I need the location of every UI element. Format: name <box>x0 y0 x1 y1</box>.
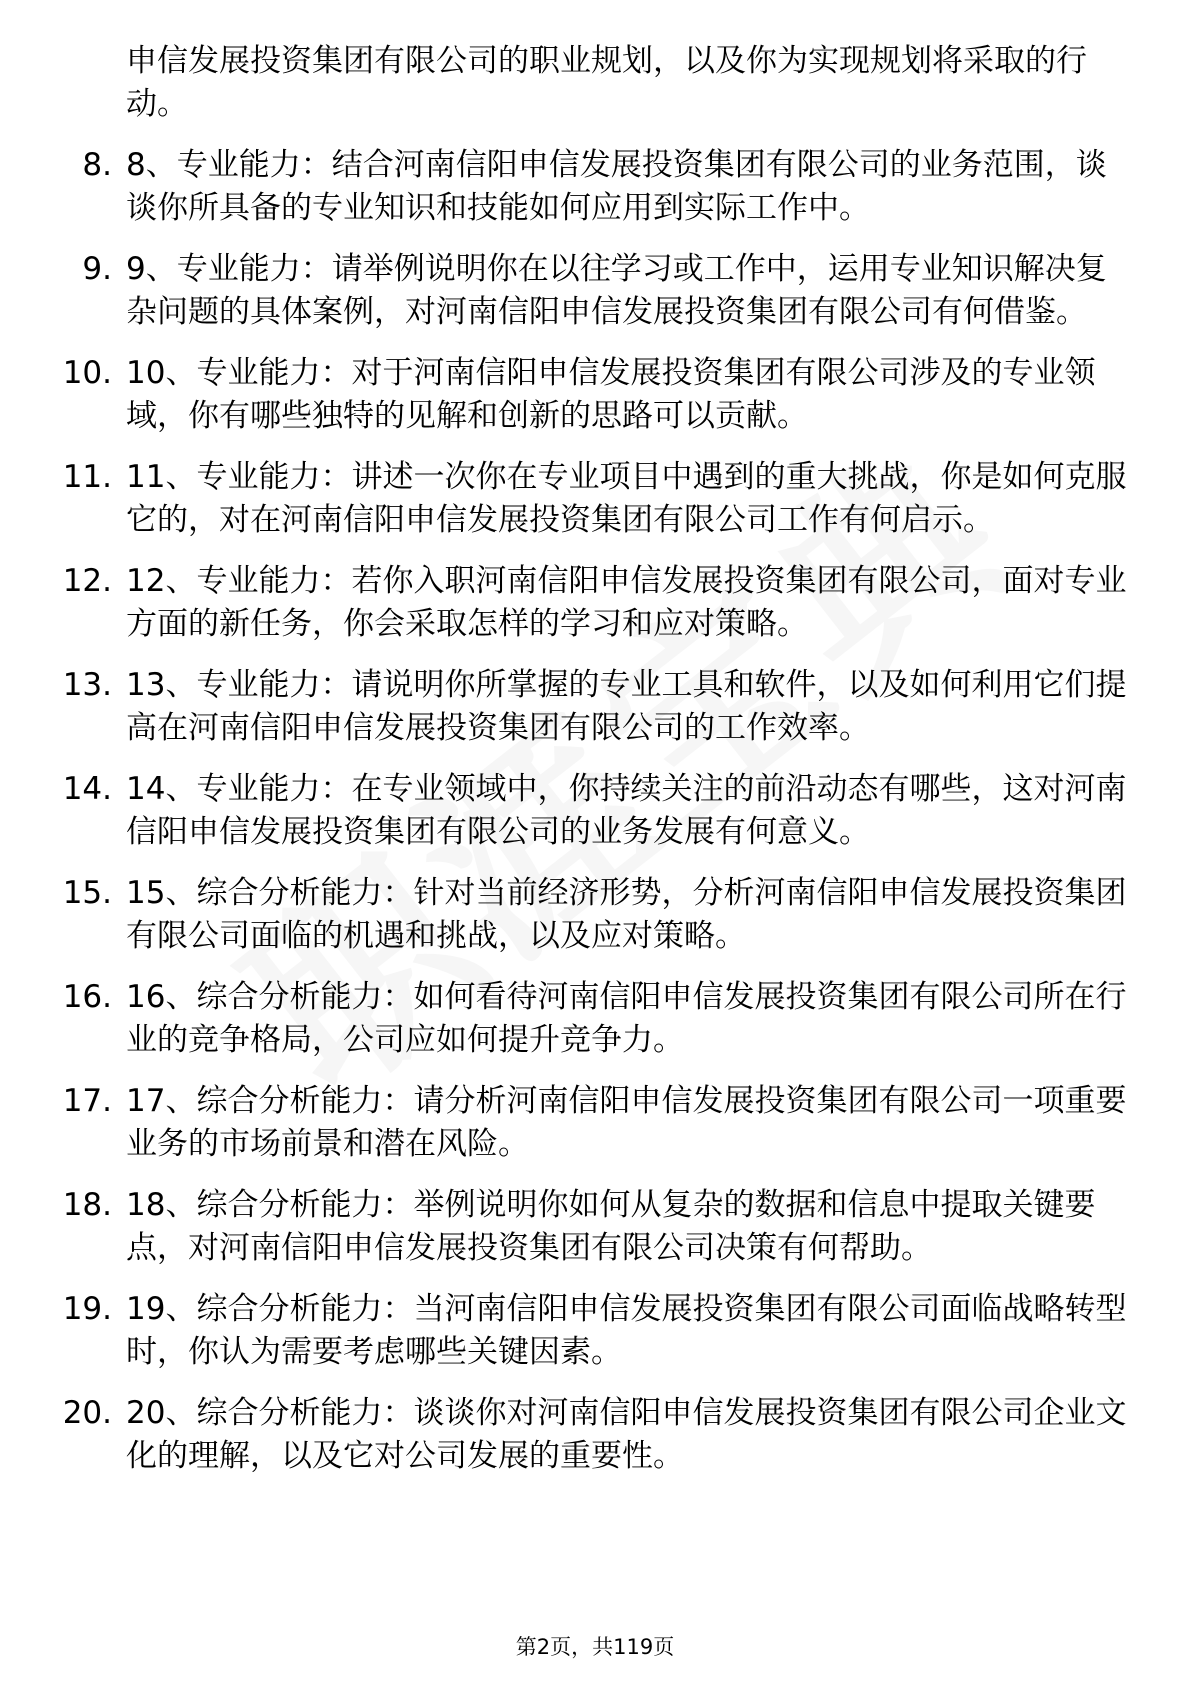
item-number: 17. <box>62 1083 112 1119</box>
list-item <box>0 664 1190 750</box>
list-item <box>0 144 1190 230</box>
list-item <box>0 352 1190 438</box>
item-number: 14. <box>62 771 112 807</box>
continued-paragraph: 申信发展投资集团有限公司的职业规划，以及你为实现规划将采取的行动。 <box>126 43 1087 122</box>
list-item <box>0 248 1190 334</box>
item-text: 16、综合分析能力：如何看待河南信阳申信发展投资集团有限公司所在行业的竞争格局，公司应如何提升竞争力。 <box>126 979 1127 1058</box>
item-text: 9、专业能力：请举例说明你在以往学习或工作中，运用专业知识解决复杂问题的具体案例，对河南信阳申信发展投资集团有限公司有何借鉴。 <box>126 251 1107 330</box>
item-number: 11. <box>62 459 112 495</box>
list-item <box>0 1080 1190 1166</box>
list-item <box>0 872 1190 958</box>
list-item <box>0 1392 1190 1478</box>
item-text: 11、专业能力：讲述一次你在专业项目中遇到的重大挑战，你是如何克服它的，对在河南信阳申信发展投资集团有限公司工作有何启示。 <box>126 459 1127 538</box>
item-number: 8. <box>82 147 112 183</box>
item-number: 20. <box>62 1395 112 1431</box>
item-text: 13、专业能力：请说明你所掌握的专业工具和软件，以及如何利用它们提高在河南信阳申信发展投资集团有限公司的工作效率。 <box>126 667 1127 746</box>
item-number: 13. <box>62 667 112 703</box>
item-text: 8、专业能力：结合河南信阳申信发展投资集团有限公司的业务范围，谈谈你所具备的专业知识和技能如何应用到实际工作中。 <box>126 147 1107 226</box>
item-text: 18、综合分析能力：举例说明你如何从复杂的数据和信息中提取关键要点，对河南信阳申信发展投资集团有限公司决策有何帮助。 <box>126 1187 1096 1266</box>
list-item <box>0 456 1190 542</box>
list-item <box>0 1184 1190 1270</box>
item-text: 10、专业能力：对于河南信阳申信发展投资集团有限公司涉及的专业领域，你有哪些独特的见解和创新的思路可以贡献。 <box>126 355 1096 434</box>
item-number: 19. <box>62 1291 112 1327</box>
item-number: 9. <box>82 251 112 287</box>
list-item <box>0 768 1190 854</box>
item-text: 15、综合分析能力：针对当前经济形势，分析河南信阳申信发展投资集团有限公司面临的机遇和挑战，以及应对策略。 <box>126 875 1127 954</box>
item-number: 18. <box>62 1187 112 1223</box>
item-text: 20、综合分析能力：谈谈你对河南信阳申信发展投资集团有限公司企业文化的理解，以及它对公司发展的重要性。 <box>126 1395 1127 1474</box>
item-number: 16. <box>62 979 112 1015</box>
list-item <box>0 976 1190 1062</box>
item-text: 19、综合分析能力：当河南信阳申信发展投资集团有限公司面临战略转型时，你认为需要考虑哪些关键因素。 <box>126 1291 1127 1370</box>
question-list <box>0 40 1190 1496</box>
page-footer: 第2页，共119页 <box>515 1635 675 1659</box>
item-number: 10. <box>62 355 112 391</box>
item-number: 12. <box>62 563 112 599</box>
list-item <box>0 1288 1190 1374</box>
list-item <box>0 560 1190 646</box>
item-number: 15. <box>62 875 112 911</box>
item-text: 12、专业能力：若你入职河南信阳申信发展投资集团有限公司，面对专业方面的新任务，你会采取怎样的学习和应对策略。 <box>126 563 1127 642</box>
item-text: 17、综合分析能力：请分析河南信阳申信发展投资集团有限公司一项重要业务的市场前景和潜在风险。 <box>126 1083 1127 1162</box>
item-text: 14、专业能力：在专业领域中，你持续关注的前沿动态有哪些，这对河南信阳申信发展投资集团有限公司的业务发展有何意义。 <box>126 771 1127 850</box>
